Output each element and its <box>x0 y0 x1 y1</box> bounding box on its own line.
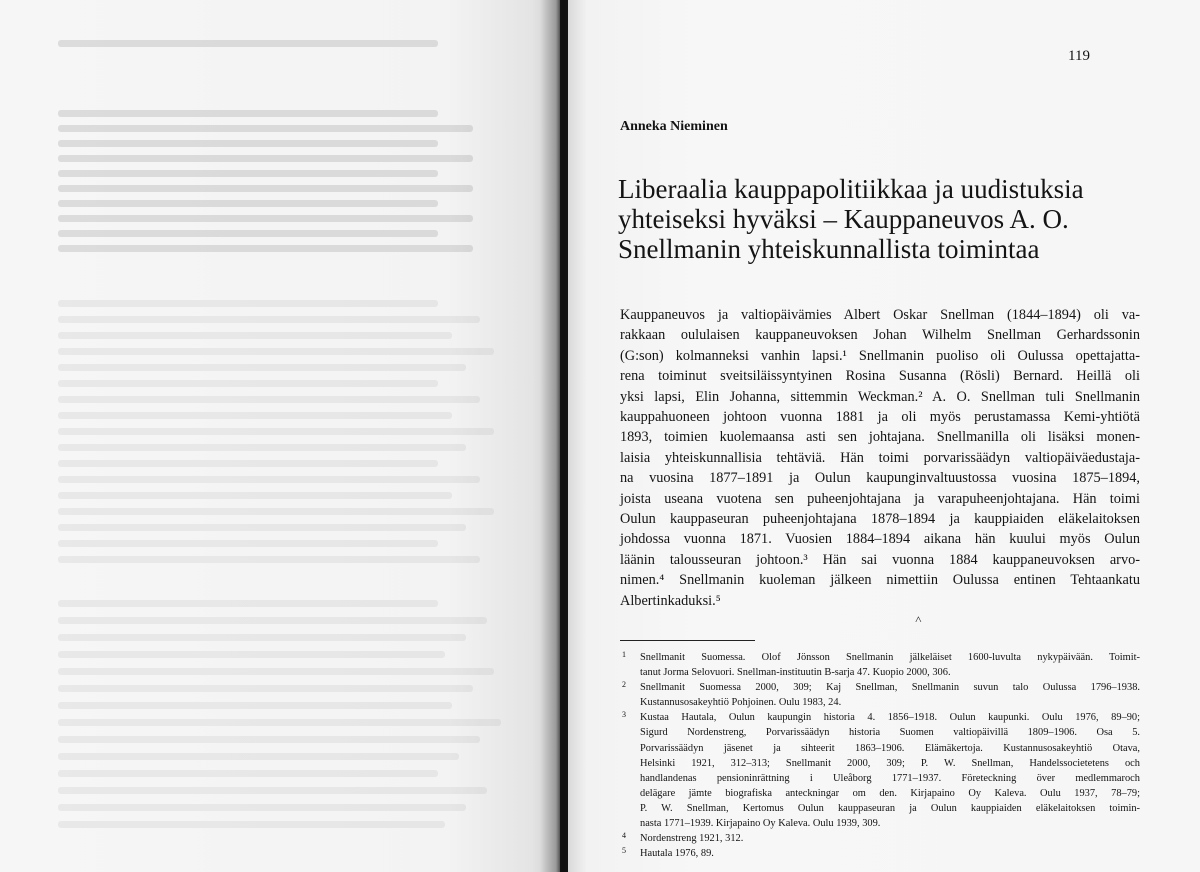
page-number: 119 <box>1068 48 1090 64</box>
bleedthrough-line <box>58 804 466 811</box>
body-line: nimen.⁴ Snellmanin kuoleman jälkeen nimettiin Oulussa entinen Tehtaankatu <box>620 572 1140 589</box>
body-line: Albertinkaduksi.⁵ <box>620 592 721 609</box>
bleedthrough-line <box>58 719 501 726</box>
footnote-item <box>620 831 1140 846</box>
bleedthrough-line <box>58 428 494 435</box>
body-line: (G:son) kolmanneksi vanhin lapsi.¹ Snellmanin puoliso oli Oulussa opettajatta- <box>620 347 1140 364</box>
bleedthrough-line <box>58 200 438 207</box>
bleedthrough-line <box>58 444 466 451</box>
body-line: na vuosina 1877–1891 ja Oulun kaupunginvaltuustossa vuosina 1875–1894, <box>620 470 1140 487</box>
footnote-divider <box>620 640 755 641</box>
bleedthrough-line <box>58 412 452 419</box>
body-line: rena toiminut sveitsiläissyntyinen Rosina Susanna (Rösli) Bernard. Heillä oli <box>620 368 1140 385</box>
bleedthrough-line <box>58 380 438 387</box>
footnote-line: Snellmanit Suomessa. Olof Jönsson Snellmanin jälkeläiset 1600-luvulta nykypäivään. Toimit- <box>640 652 1140 663</box>
bleedthrough-line <box>58 508 494 515</box>
body-line: 1893, toimien kuolemaansa asti sen johtajana. Snellmanilla oli lisäksi monen- <box>620 429 1140 446</box>
bleedthrough-line <box>58 230 438 237</box>
body-line: rakkaan oululaisen kauppaneuvoksen Johan Wilhelm Snellman Gerhardssonin <box>620 327 1140 344</box>
footnote-number: 5 <box>622 846 626 856</box>
footnote-line: P. W. Snellman, Kertomus Oulun kauppaseuran ja Oulun kauppiaiden eläkelaitoksen toimin- <box>640 802 1140 814</box>
footnote-line: delägare jämte biografiska anteckningar om den. Kirjapaino Oy Kaleva. Oulu 1937, 78–79; <box>640 787 1140 799</box>
bleedthrough-line <box>58 396 480 403</box>
bleedthrough-line <box>58 170 438 177</box>
bleedthrough-line <box>58 651 445 658</box>
body-line: läänin talousseuran johtoon.³ Hän sai vuonna 1884 kauppaneuvoksen arvo- <box>620 551 1140 568</box>
bleedthrough-line <box>58 364 466 371</box>
footnote-number: 2 <box>622 680 626 690</box>
bleedthrough-line <box>58 668 494 675</box>
bleedthrough-line <box>58 332 452 339</box>
footnote-line: tanut Jorma Selovuori. Snellman-instituutin B-sarja 47. Kuopio 2000, 306. <box>640 667 951 679</box>
footnote-line: Snellmanit Suomessa 2000, 309; Kaj Snellman, Snellmanin suvun talo Oulussa 1796–1938. <box>640 682 1140 694</box>
bleedthrough-line <box>58 215 473 222</box>
body-line: kauppahuoneen johtoon vuonna 1881 ja oli myös perustamassa Kemi-yhtiötä <box>620 409 1140 426</box>
footnote-item <box>620 846 1140 861</box>
author-name: Anneka Nieminen <box>620 119 728 134</box>
footnote-line: Helsinki 1921, 312–313; Snellmanit 2000, 309; P. W. Snellman, Handelssocietetens och <box>640 757 1140 769</box>
body-line: Kauppaneuvos ja valtiopäivämies Albert Oskar Snellman (1844–1894) oli va- <box>620 307 1140 323</box>
bleedthrough-line <box>58 702 452 709</box>
bleedthrough-line <box>58 753 459 760</box>
body-paragraph <box>620 305 1140 611</box>
bleedthrough-line <box>58 524 466 531</box>
bleedthrough-line <box>58 245 473 252</box>
footnote-line: Nordenstreng 1921, 312. <box>640 833 744 845</box>
footnote-item <box>620 650 1140 680</box>
bleedthrough-line <box>58 348 494 355</box>
bleedthrough-line <box>58 155 473 162</box>
body-line: Oulun kauppaseuran puheenjohtajana 1878–1894 ja kauppiaiden eläkelaitoksen <box>620 511 1140 528</box>
bleedthrough-line <box>58 770 438 777</box>
body-line: laisia yhteiskunnallisia tehtäviä. Hän toimi porvarissäädyn valtiopäiväedustaja- <box>620 449 1140 466</box>
title-line: Liberaalia kauppapolitiikkaa ja uudistuksia <box>618 174 1084 204</box>
bleedthrough-line <box>58 492 452 499</box>
bleedthrough-line <box>58 40 438 47</box>
footnote-item <box>620 680 1140 710</box>
footnote-line: Kustaa Hautala, Oulun kaupungin historia 4. 1856–1918. Oulun kaupunki. Oulu 1976, 89–90; <box>640 712 1140 724</box>
stray-mark: ˄ <box>915 612 922 626</box>
footnote-line: Kustannusosakeyhtiö Pohjoinen. Oulu 1983, 24. <box>640 697 842 709</box>
bleedthrough-line <box>58 140 438 147</box>
bleedthrough-line <box>58 540 438 547</box>
bleedthrough-line <box>58 185 473 192</box>
right-page <box>568 0 1200 872</box>
bleedthrough-line <box>58 600 438 607</box>
footnote-number: 4 <box>622 831 626 841</box>
footnote-line: handlandenas pensioninrättning i Uleåborg 1771–1937. Företeckning över medlemmaroch <box>640 772 1140 784</box>
bleedthrough-line <box>58 634 466 641</box>
footnote-number: 1 <box>622 650 626 659</box>
bleedthrough-line <box>58 617 487 624</box>
title-line: Snellmanin yhteiskunnallista toimintaa <box>618 234 1040 264</box>
bleedthrough-line <box>58 316 480 323</box>
bleedthrough-line <box>58 736 480 743</box>
body-line: joista useana vuotena sen puheenjohtajana ja varapuheenjohtajana. Hän toimi <box>620 490 1140 507</box>
footnote-line: Porvarissäädyn jäsenet ja sihteerit 1863–1906. Elämäkertoja. Kustannusosakeyhtiö Otava, <box>640 742 1140 754</box>
bleedthrough-line <box>58 110 438 117</box>
body-line: johdossa vuonna 1871. Vuosien 1884–1894 aikana hän kuului myös Oulun <box>620 531 1140 548</box>
bleedthrough-line <box>58 460 438 467</box>
footnote-line: Hautala 1976, 89. <box>640 848 714 860</box>
footnote-number: 3 <box>622 710 626 720</box>
bleedthrough-line <box>58 125 473 132</box>
bleedthrough-line <box>58 556 480 563</box>
title-line: yhteiseksi hyväksi – Kauppaneuvos A. O. <box>618 204 1069 234</box>
left-page-bleedthrough <box>0 0 560 872</box>
body-line: yksi lapsi, Elin Johanna, sittemmin Weckman.² A. O. Snellman tuli Snellmanin <box>620 388 1140 405</box>
footnote-line: Sigurd Nordenstreng, Porvarissäädyn historia Suomen valtiopäivillä 1809–1906. Osa 5. <box>640 727 1140 739</box>
bleedthrough-line <box>58 821 445 828</box>
footnotes <box>620 650 1140 861</box>
bleedthrough-line <box>58 300 438 307</box>
article-title <box>618 174 1138 264</box>
bleedthrough-line <box>58 476 480 483</box>
footnote-item <box>620 710 1140 831</box>
footnote-line: nasta 1771–1939. Kirjapaino Oy Kaleva. Oulu 1939, 309. <box>640 818 881 830</box>
bleedthrough-line <box>58 685 473 692</box>
bleedthrough-line <box>58 787 487 794</box>
